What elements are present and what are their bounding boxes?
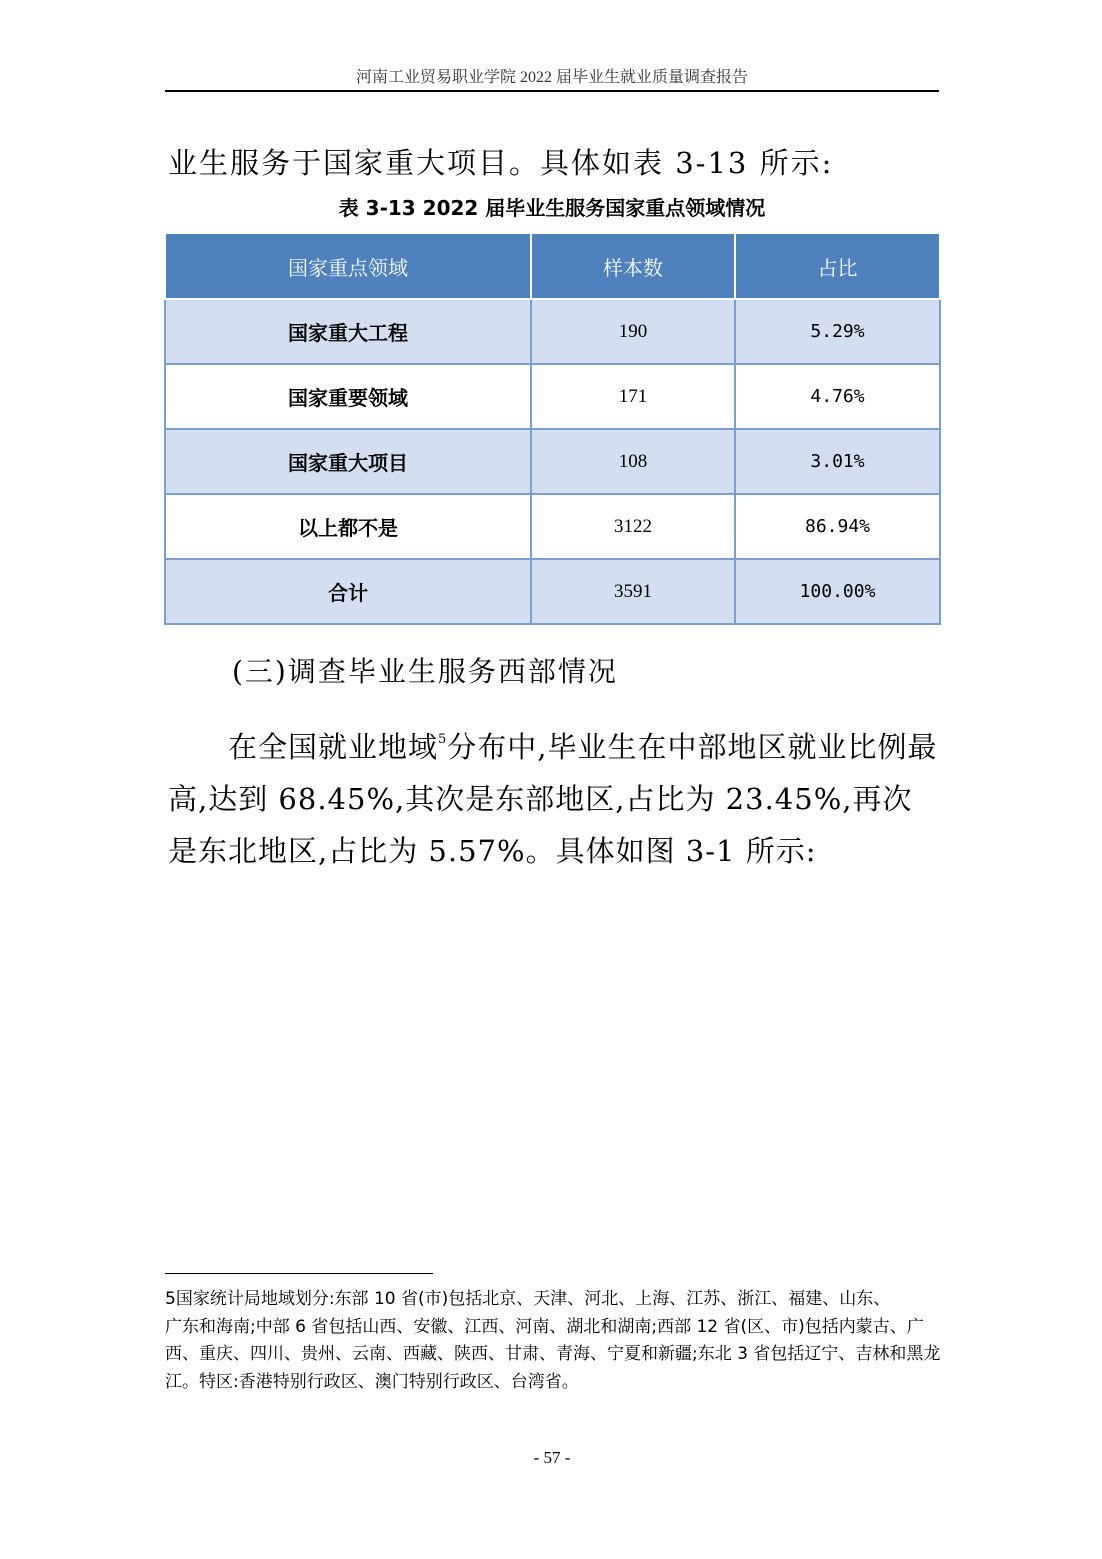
row-count: 108: [531, 429, 735, 494]
header-rule: [165, 90, 939, 92]
row-percent: 86.94%: [735, 494, 940, 559]
row-count: 190: [531, 299, 735, 364]
row-percent: 3.01%: [735, 429, 940, 494]
total-label: 合计: [165, 559, 531, 624]
table-total-row: [165, 559, 940, 624]
footnote-line: 5国家统计局地域划分:东部 10 省(市)包括北京、天津、河北、上海、江苏、浙江、福建、山东、: [165, 1289, 891, 1309]
row-count: 3122: [531, 494, 735, 559]
row-count: 171: [531, 364, 735, 429]
table-header-row: [165, 233, 940, 299]
row-percent: 5.29%: [735, 299, 940, 364]
row-label: 以上都不是: [165, 494, 531, 559]
row-label: 国家重大工程: [165, 299, 531, 364]
footnote-line: 江。特区:香港特别行政区、澳门特别行政区、台湾省。: [165, 1371, 579, 1392]
header-count: 样本数: [531, 233, 735, 299]
paragraph-line-1: [168, 714, 938, 773]
intro-line: 业生服务于国家重大项目。具体如表 3-13 所示:: [168, 146, 834, 180]
table-row: [165, 364, 940, 429]
row-label: 国家重要领域: [165, 364, 531, 429]
table-row: [165, 299, 940, 364]
section-title: (三)调查毕业生服务西部情况: [232, 655, 618, 688]
footnote-line: 广东和海南;中部 6 省包括山西、安徽、江西、河南、湖北和湖南;西部 12 省(区、市)包括内蒙古、广: [165, 1316, 924, 1337]
total-count: 3591: [531, 559, 735, 624]
row-percent: 4.76%: [735, 364, 940, 429]
header-percent: 占比: [735, 233, 940, 299]
total-percent: 100.00%: [735, 559, 940, 624]
service-domains-table: [164, 232, 941, 625]
footnote-reference[interactable]: 5: [438, 732, 448, 747]
row-label: 国家重大项目: [165, 429, 531, 494]
body-paragraph: [168, 714, 938, 877]
header-domain: 国家重点领域: [165, 233, 531, 299]
footnote-line: 西、重庆、四川、贵州、云南、西藏、陕西、甘肃、青海、宁夏和新疆;东北 3 省包括辽宁、吉林和黑龙: [165, 1344, 941, 1364]
paragraph-text: 分布中,毕业生在中部地区就业比例最: [447, 730, 938, 764]
table-row: [165, 429, 940, 494]
paragraph-line-2: 高,达到 68.45%,其次是东部地区,占比为 23.45%,再次: [168, 782, 913, 816]
table-row: [165, 494, 940, 559]
page-number: - 57 -: [533, 1448, 571, 1467]
table-caption: 表 3-13 2022 届毕业生服务国家重点领域情况: [338, 196, 766, 220]
paragraph-line-3: 是东北地区,占比为 5.57%。具体如图 3-1 所示:: [168, 834, 817, 868]
running-header: 河南工业贸易职业学院 2022 届毕业生就业质量调查报告: [355, 69, 748, 86]
footnote: [165, 1286, 940, 1396]
footnote-separator: [165, 1273, 433, 1274]
paragraph-text: 在全国就业地域: [228, 730, 439, 764]
